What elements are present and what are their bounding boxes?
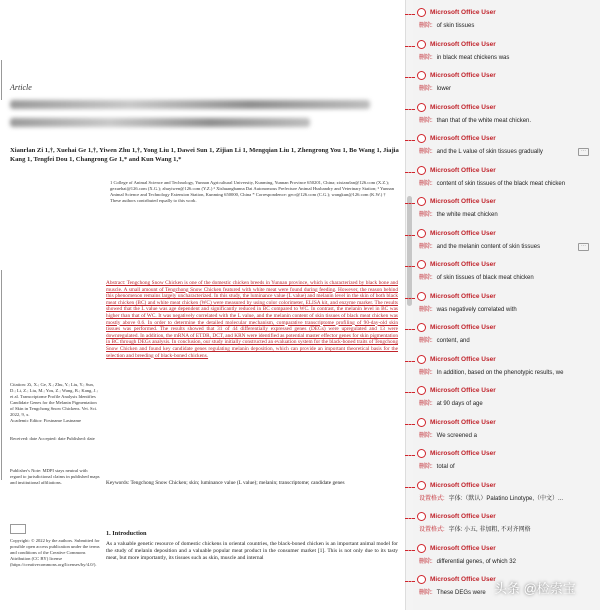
expand-icon[interactable]: ⋯ bbox=[578, 243, 589, 251]
revision-text: at 90 days of age bbox=[436, 401, 483, 407]
user-icon bbox=[417, 512, 426, 521]
connector-line bbox=[405, 487, 415, 488]
connector-line bbox=[405, 140, 415, 141]
keywords: Keywords: Tengchong Snow Chicken; skin; luminance value (L value); melanin; transcriptome; candidate genes bbox=[106, 480, 345, 486]
revision-type: 删除: bbox=[419, 117, 433, 124]
revision-type: 删除: bbox=[419, 369, 433, 376]
revision-type: 删除: bbox=[419, 464, 433, 470]
connector-line bbox=[405, 203, 415, 204]
connector-line bbox=[405, 172, 415, 173]
user-icon bbox=[417, 355, 426, 364]
revision-type: 删除: bbox=[419, 54, 433, 61]
comment-connectors bbox=[405, 0, 415, 610]
citation: Citation: Zi, X.; Ge, X.; Zhu, Y.; Liu, Y.; Sun, D.; Li, Z.; Liu, M.; You, Z.; Wang, B.; Kang, J.; et al. Transcriptome Profile Analysis Identifies Candidate Genes for the Melanin Pigmentation of Skin in Tengchong Snow Chickens. Vet. Sci. 2022, 9, x. bbox=[10, 382, 98, 417]
revision-text: lower bbox=[436, 86, 452, 92]
revision-type: 删除: bbox=[419, 149, 433, 155]
comment-author: Microsoft Office User bbox=[430, 103, 496, 111]
user-icon bbox=[417, 166, 426, 175]
affiliations: 1 College of Animal Science and Technology, Yunnan Agricultural University, Kunming, Yunnan Province 650201, China; zixianrlan@126.com (X.Z.); gexuehai@126.com (X.G.); zhuyiwen@126.com (Y.Z.) ² Xishuangbanna Dai Autonomous Prefecture Animal Husbandry and Veterinary Station; ³ Yunnan Animal Science and Technology Extension Station, Kunming 650000, China * Correspondence: gecr@126.com (C.G.); wangkun@126.com (K.W.) † These authors contributed equally to this work. bbox=[110, 180, 395, 204]
user-icon bbox=[417, 292, 426, 301]
comment-author: Microsoft Office User bbox=[430, 229, 496, 237]
blurred-title-line bbox=[10, 100, 370, 109]
revision-balloon[interactable] bbox=[417, 512, 593, 542]
user-icon bbox=[417, 386, 426, 395]
user-icon bbox=[417, 544, 426, 553]
comment-author: Microsoft Office User bbox=[430, 198, 496, 205]
revision-balloon[interactable] bbox=[417, 197, 593, 227]
revision-type: 删除: bbox=[419, 275, 433, 281]
revision-text: and the L value of skin tissues gradually bbox=[436, 149, 543, 155]
revision-type: 删除: bbox=[419, 306, 433, 313]
revision-text: of skin tissues bbox=[436, 23, 475, 29]
revision-text: content, and bbox=[436, 338, 470, 344]
connector-line bbox=[405, 266, 415, 267]
revision-text: We screened a bbox=[436, 432, 477, 439]
connector-line bbox=[405, 581, 415, 582]
comment-author: Microsoft Office User bbox=[430, 166, 496, 174]
revision-balloon[interactable] bbox=[417, 323, 593, 353]
authors: Xianrlan Zi 1,†, Xuehai Ge 1,†, Yiwen Zhu 1,†, Yong Liu 1, Dawei Sun 1, Zijian Li 1, Mengqian Liu 1, Zhengrong You 1, Bo Wang 1, Jiajia Kang 1, Tengfei Dou 1, Changrong Ge 1,* and Kun Wang 1,* bbox=[10, 147, 399, 163]
revision-text: in black meat chickens was bbox=[436, 54, 510, 61]
revision-balloon[interactable] bbox=[417, 40, 593, 70]
revision-type: 删除: bbox=[419, 180, 433, 187]
user-icon bbox=[417, 575, 426, 584]
revision-text: content of skin tissues of the black meat chicken bbox=[436, 180, 566, 187]
comment-author: Microsoft Office User bbox=[430, 576, 496, 583]
comment-author: Microsoft Office User bbox=[430, 292, 496, 300]
revision-balloon[interactable] bbox=[417, 166, 593, 196]
connector-line bbox=[405, 455, 415, 456]
comment-author: Microsoft Office User bbox=[430, 418, 496, 426]
change-bar bbox=[1, 60, 6, 100]
expand-icon[interactable]: ⋯ bbox=[578, 148, 589, 156]
revision-type: 删除: bbox=[419, 590, 433, 596]
connector-line bbox=[405, 14, 415, 15]
copyright: Copyright: © 2022 by the authors. Submitted for possible open access publication under the terms and conditions of the Creative Commons Attribution (CC BY) license (https://creativecommons.org/licenses/by/4.0/). bbox=[10, 538, 100, 567]
connector-line bbox=[405, 550, 415, 551]
revision-type: 删除: bbox=[419, 243, 433, 250]
blurred-title-line bbox=[10, 118, 310, 127]
revision-text: and the melanin content of skin tissues bbox=[436, 243, 541, 250]
revision-text: total of bbox=[436, 464, 455, 470]
intro-heading: 1. Introduction bbox=[106, 530, 147, 537]
user-icon bbox=[417, 449, 426, 458]
connector-line bbox=[405, 424, 415, 425]
revision-text: differential genes, of which 32 bbox=[436, 558, 516, 565]
revision-text: was negatively correlated with bbox=[436, 306, 517, 313]
comment-author: Microsoft Office User bbox=[430, 513, 496, 520]
watermark: 头条 @检索宝 bbox=[494, 581, 576, 596]
academic-editor: Academic Editor: Firstname Lastname bbox=[10, 418, 82, 423]
change-bar bbox=[1, 270, 6, 480]
revision-type: 删除: bbox=[419, 23, 433, 29]
revision-type: 删除: bbox=[419, 338, 433, 344]
revision-type: 设置格式: bbox=[419, 495, 445, 502]
connector-line bbox=[405, 46, 415, 47]
user-icon bbox=[417, 260, 426, 269]
abstract-text: Abstract: Tengchong Snow Chicken is one of the domestic chicken breeds in Yunnan province, which is characterized by black bone and muscle. A small amount of Tengchong Snow Chicken featured with white meat were found during feeding. However, the reason behind this phenomenon remains largely uncharacterized. In this study, the luminance value (L value) and melanin level in the skin of both black meat chicken (BC) and white meat chicken (WC) were measured by using color colorimeter, ELISA kit, and enzyme marker. The results showed that the L value was age dependent and significantly reduced in BC compared to WC. In contrast, the melanin level in BC was higher than that of WC. It was negatively correlated with the L value, and the melanin content of skin tissues of black meat chicken was mostly above 0.6. In order to determine the detailed molecular mechanism, comparative transcriptome profiling of 90-day-old skin tissues was performed. The results showed that 31 of 44 differentially expressed genes (DEGs) were upregulated and 13 were downregulated. In addition, the mRNA of ETDR, DCT, and KRN were identified as potential master effector genes for skin pigmentation in BC through DEGs analysis. In conclusion, our study initially constructed an evaluation system for the black-boned traits of Tengchong Snow Chicken and found key candidate genes regulating melanin deposition, which can provide an important theoretical basis for the selection and breeding of black-boned chickens. bbox=[106, 280, 398, 359]
comment-author: Microsoft Office User bbox=[430, 9, 496, 16]
user-icon bbox=[417, 418, 426, 427]
revision-balloon[interactable] bbox=[417, 449, 593, 479]
revision-balloon[interactable] bbox=[417, 103, 593, 133]
user-icon bbox=[417, 71, 426, 80]
revision-text: 字体: 小五, 非加粗, 不对齐网格 bbox=[448, 527, 531, 533]
cc-license-logo bbox=[10, 524, 26, 534]
user-icon bbox=[417, 134, 426, 143]
connector-line bbox=[405, 518, 415, 519]
revision-text: 字体:（默认）Palatino Linotype,（中文）... bbox=[448, 495, 564, 502]
comment-author: Microsoft Office User bbox=[430, 387, 496, 394]
user-icon bbox=[417, 8, 426, 17]
user-icon bbox=[417, 197, 426, 206]
article-label: Article bbox=[10, 83, 32, 92]
revision-type: 设置格式: bbox=[419, 527, 445, 533]
revision-type: 删除: bbox=[419, 86, 433, 92]
connector-line bbox=[405, 361, 415, 362]
comment-author: Microsoft Office User bbox=[430, 481, 496, 489]
revision-balloon[interactable] bbox=[417, 260, 593, 290]
revision-balloon[interactable] bbox=[417, 386, 593, 416]
revision-balloon[interactable] bbox=[417, 229, 593, 259]
user-icon bbox=[417, 103, 426, 112]
revision-type: 删除: bbox=[419, 212, 433, 218]
revision-type: 删除: bbox=[419, 432, 433, 439]
user-icon bbox=[417, 323, 426, 332]
comment-author: Microsoft Office User bbox=[430, 355, 496, 363]
revision-balloon[interactable] bbox=[417, 544, 593, 574]
revision-balloon[interactable] bbox=[417, 8, 593, 38]
comment-author: Microsoft Office User bbox=[430, 40, 496, 48]
comment-author: Microsoft Office User bbox=[430, 450, 496, 457]
revision-balloon[interactable] bbox=[417, 418, 593, 448]
comment-author: Microsoft Office User bbox=[430, 324, 496, 331]
revision-text: These DEGs were bbox=[436, 590, 486, 596]
revision-balloon[interactable] bbox=[417, 71, 593, 101]
user-icon bbox=[417, 481, 426, 490]
comment-author: Microsoft Office User bbox=[430, 72, 496, 79]
revision-text: the white meat chicken bbox=[436, 212, 498, 218]
publisher-note: Publisher's Note: MDPI stays neutral with regard to jurisdictional claims in published maps and institutional affiliations. bbox=[10, 468, 100, 485]
revision-text: In addition, based on the phenotypic results, we bbox=[436, 369, 564, 376]
connector-line bbox=[405, 235, 415, 236]
comment-author: Microsoft Office User bbox=[430, 135, 496, 142]
revision-text: than that of the white meat chicken. bbox=[436, 117, 532, 124]
connector-line bbox=[405, 77, 415, 78]
revision-type: 删除: bbox=[419, 401, 433, 407]
connector-line bbox=[405, 109, 415, 110]
revision-balloon[interactable] bbox=[417, 292, 593, 322]
comment-author: Microsoft Office User bbox=[430, 261, 496, 268]
user-icon bbox=[417, 229, 426, 238]
revision-type: 删除: bbox=[419, 558, 433, 565]
connector-line bbox=[405, 329, 415, 330]
user-icon bbox=[417, 40, 426, 49]
connector-line bbox=[405, 298, 415, 299]
revision-balloon[interactable] bbox=[417, 134, 593, 164]
comment-author: Microsoft Office User bbox=[430, 544, 496, 552]
revision-text: of skin tissues of black meat chicken bbox=[436, 275, 534, 281]
intro-text: As a valuable genetic resource of domestic chickens in oriental countries, the black-boned chicken is an important animal model for the study of melanin deposition and a valuable popular meat product in the consumer market [1]. This is not only due to its tasty meat, but more importantly, its tissues such as skin, muscle and internal bbox=[106, 541, 398, 561]
dates: Received: date Accepted: date Published: date bbox=[10, 436, 95, 441]
markup-pane bbox=[413, 0, 600, 610]
revision-balloon[interactable] bbox=[417, 355, 593, 385]
revision-balloon[interactable] bbox=[417, 481, 593, 511]
abstract[interactable] bbox=[106, 280, 398, 359]
connector-line bbox=[405, 392, 415, 393]
